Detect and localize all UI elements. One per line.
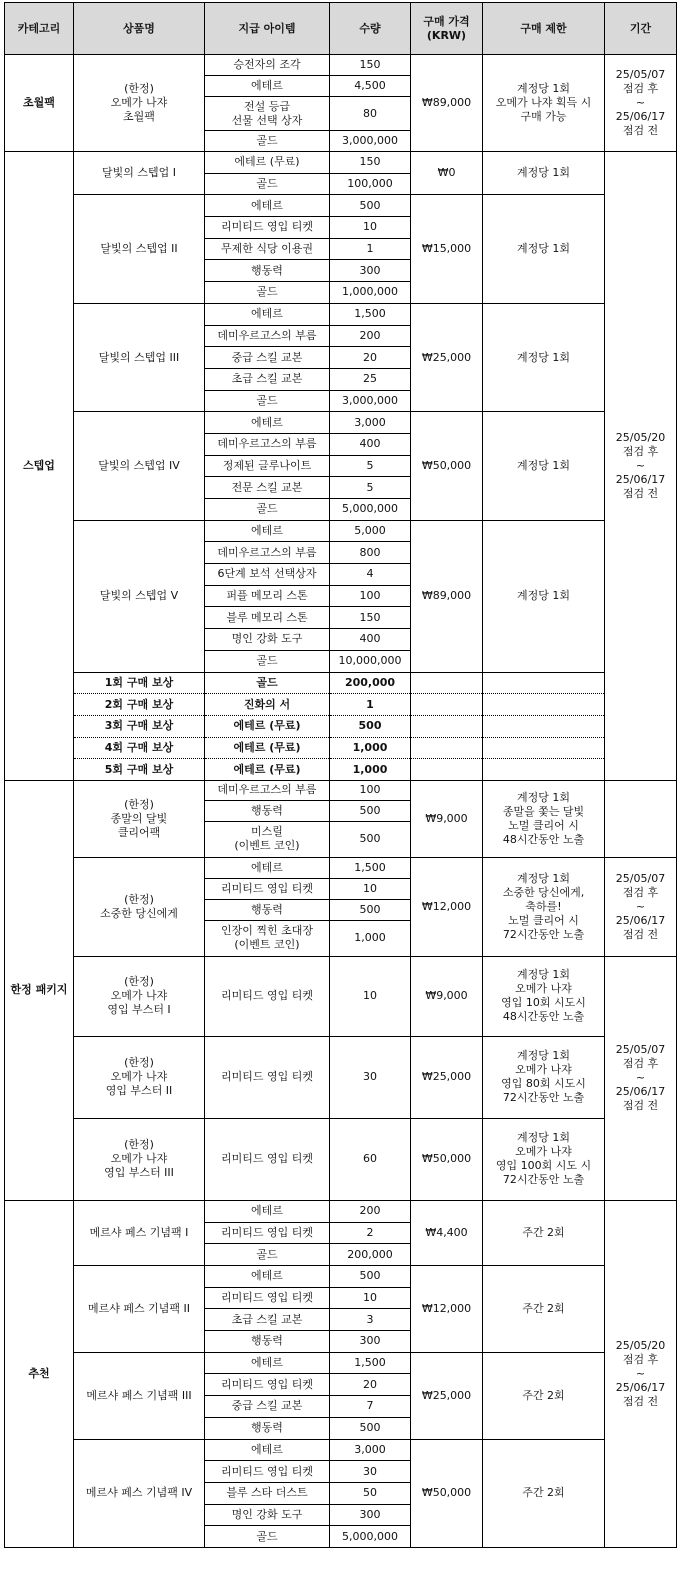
stepup-product-name: 달빛의 스텝업 V: [74, 520, 205, 672]
limited-pack-item-qty: 10: [330, 956, 411, 1036]
table-row: [5, 759, 677, 781]
limited-pack-item-name: 미스릴 (이벤트 코인): [205, 821, 330, 857]
stepup-item-name: 골드: [205, 499, 330, 521]
table-row: [5, 1352, 677, 1374]
stepup-item-name: 골드: [205, 390, 330, 412]
recommend-pack-item-qty: 30: [330, 1461, 411, 1483]
stepup-item-qty: 400: [330, 629, 411, 651]
stepup-item-qty: 3,000: [330, 412, 411, 434]
limited-pack-item-name: 리미티드 영입 티켓: [205, 956, 330, 1036]
table-row: [5, 1439, 677, 1461]
table-row: [5, 1266, 677, 1288]
limited-pack-limit: 계정당 1회 소중한 당신에게, 축하를! 노멀 클리어 시 72시간동안 노출: [483, 857, 605, 956]
recommend-pack-item-name: 중급 스킬 교본: [205, 1396, 330, 1418]
limited-pack-price: ₩25,000: [411, 1036, 483, 1118]
stepup-item-name: 데미우르고스의 부름: [205, 542, 330, 564]
stepup-product-name: 달빛의 스텝업 IV: [74, 412, 205, 520]
limited-pack-item-qty: 500: [330, 800, 411, 821]
super-pack-item-qty: 150: [330, 55, 411, 76]
category-cell: 추천: [5, 1200, 74, 1547]
table-header: [5, 3, 677, 55]
recommend-pack-item-name: 골드: [205, 1526, 330, 1548]
stepup-product-name: 달빛의 스텝업 I: [74, 152, 205, 195]
stepup-item-name: 골드: [205, 282, 330, 304]
recommend-pack-item-name: 블루 스타 더스트: [205, 1482, 330, 1504]
table-body: [5, 55, 677, 1548]
reward-limit-empty: [483, 672, 605, 694]
table-row: [5, 195, 677, 217]
header-price: 구매 가격 (KRW): [411, 3, 483, 55]
table-row: [5, 1036, 677, 1118]
reward-item-qty: 200,000: [330, 672, 411, 694]
stepup-item-name: 정제된 글루나이트: [205, 455, 330, 477]
stepup-item-name: 명인 강화 도구: [205, 629, 330, 651]
stepup-limit: 계정당 1회: [483, 412, 605, 520]
stepup-item-name: 리미티드 영입 티켓: [205, 217, 330, 239]
recommend-pack-item-name: 행동력: [205, 1417, 330, 1439]
recommend-pack-item-name: 에테르: [205, 1200, 330, 1222]
reward-limit-empty: [483, 715, 605, 737]
table-row: [5, 520, 677, 542]
recommend-pack-item-name: 리미티드 영입 티켓: [205, 1222, 330, 1244]
stepup-item-name: 데미우르고스의 부름: [205, 433, 330, 455]
recommend-pack-item-name: 에테르: [205, 1352, 330, 1374]
limited-pack-price: ₩9,000: [411, 780, 483, 857]
reward-limit-empty: [483, 759, 605, 781]
limited-pack-product-name: (한정) 소중한 당신에게: [74, 857, 205, 956]
recommend-pack-limit: 주간 2회: [483, 1200, 605, 1265]
reward-name: 3회 구매 보상: [74, 715, 205, 737]
table-row: [5, 956, 677, 1036]
limited-pack-limit: 계정당 1회 오메가 나쟈 영입 10회 시도시 48시간동안 노출: [483, 956, 605, 1036]
limited-pack-item-qty: 1,500: [330, 857, 411, 878]
stepup-item-name: 무제한 식당 이용권: [205, 238, 330, 260]
recommend-pack-item-qty: 7: [330, 1396, 411, 1418]
header-items: 지급 아이템: [205, 3, 330, 55]
recommend-pack-item-qty: 10: [330, 1287, 411, 1309]
stepup-item-name: 초급 스킬 교본: [205, 368, 330, 390]
table-row: [5, 412, 677, 434]
period-cell: 25/05/20 점검 후 ~ 25/06/17 점검 전: [605, 1200, 677, 1547]
period-cell: 25/05/07 점검 후 ~ 25/06/17 점검 전: [605, 956, 677, 1200]
stepup-item-qty: 5: [330, 477, 411, 499]
recommend-pack-item-name: 골드: [205, 1244, 330, 1266]
limited-pack-price: ₩50,000: [411, 1118, 483, 1200]
recommend-pack-price: ₩12,000: [411, 1266, 483, 1353]
reward-item-qty: 500: [330, 715, 411, 737]
recommend-pack-item-qty: 3,000: [330, 1439, 411, 1461]
stepup-item-name: 전문 스킬 교본: [205, 477, 330, 499]
reward-name: 2회 구매 보상: [74, 694, 205, 716]
reward-item-name: 진화의 서: [205, 694, 330, 716]
recommend-pack-item-qty: 500: [330, 1417, 411, 1439]
reward-limit-empty: [483, 694, 605, 716]
stepup-item-qty: 800: [330, 542, 411, 564]
stepup-item-name: 에테르: [205, 303, 330, 325]
reward-item-name: 골드: [205, 672, 330, 694]
header-period: 기간: [605, 3, 677, 55]
package-table: [4, 2, 677, 1548]
limited-pack-limit: 계정당 1회 오메가 나쟈 영입 80회 시도시 72시간동안 노출: [483, 1036, 605, 1118]
stepup-price: ₩50,000: [411, 412, 483, 520]
reward-item-name: 에테르 (무료): [205, 759, 330, 781]
limited-pack-price: ₩9,000: [411, 956, 483, 1036]
header-quantity: 수량: [330, 3, 411, 55]
table-row: [5, 1200, 677, 1222]
recommend-pack-item-name: 행동력: [205, 1331, 330, 1353]
super-pack-item-name: 승전자의 조각: [205, 55, 330, 76]
stepup-item-name: 퍼플 메모리 스톤: [205, 585, 330, 607]
stepup-item-qty: 1,500: [330, 303, 411, 325]
stepup-price: ₩89,000: [411, 520, 483, 672]
stepup-item-qty: 4: [330, 564, 411, 586]
limited-pack-item-qty: 500: [330, 899, 411, 920]
stepup-item-name: 행동력: [205, 260, 330, 282]
stepup-product-name: 달빛의 스텝업 II: [74, 195, 205, 303]
super-pack-limit: 계정당 1회 오메가 나쟈 획득 시 구매 가능: [483, 55, 605, 152]
limited-pack-item-name: 행동력: [205, 800, 330, 821]
stepup-price: ₩25,000: [411, 303, 483, 411]
stepup-item-qty: 20: [330, 347, 411, 369]
limited-pack-item-name: 리미티드 영입 티켓: [205, 1118, 330, 1200]
period-cell: 25/05/07 점검 후 ~ 25/06/17 점검 전: [605, 55, 677, 152]
stepup-item-qty: 1: [330, 238, 411, 260]
recommend-pack-product-name: 메르샤 페스 기념팩 I: [74, 1200, 205, 1265]
table-row: [5, 152, 677, 174]
recommend-pack-item-name: 리미티드 영입 티켓: [205, 1374, 330, 1396]
recommend-pack-item-qty: 500: [330, 1266, 411, 1288]
category-cell: 스텝업: [5, 152, 74, 781]
recommend-pack-item-qty: 20: [330, 1374, 411, 1396]
limited-pack-item-name: 에테르: [205, 857, 330, 878]
table-row: [5, 715, 677, 737]
limited-pack-product-name: (한정) 종말의 달빛 클리어팩: [74, 780, 205, 857]
limited-pack-limit: 계정당 1회 종말을 쫓는 달빛 노멀 클리어 시 48시간동안 노출: [483, 780, 605, 857]
stepup-price: ₩0: [411, 152, 483, 195]
stepup-item-qty: 1,000,000: [330, 282, 411, 304]
limited-pack-item-qty: 60: [330, 1118, 411, 1200]
stepup-price: ₩15,000: [411, 195, 483, 303]
reward-price-empty: [411, 694, 483, 716]
limited-pack-limit: 계정당 1회 오메가 나쟈 영입 100회 시도 시 72시간동안 노출: [483, 1118, 605, 1200]
super-pack-item-qty: 3,000,000: [330, 131, 411, 152]
stepup-item-name: 중급 스킬 교본: [205, 347, 330, 369]
stepup-item-qty: 10,000,000: [330, 650, 411, 672]
recommend-pack-item-qty: 5,000,000: [330, 1526, 411, 1548]
reward-item-name: 에테르 (무료): [205, 737, 330, 759]
limited-pack-item-name: 리미티드 영입 티켓: [205, 878, 330, 899]
stepup-product-name: 달빛의 스텝업 III: [74, 303, 205, 411]
stepup-item-name: 에테르: [205, 195, 330, 217]
super-pack-item-qty: 80: [330, 97, 411, 131]
limited-pack-item-name: 행동력: [205, 899, 330, 920]
reward-item-qty: 1,000: [330, 759, 411, 781]
stepup-item-name: 블루 메모리 스톤: [205, 607, 330, 629]
recommend-pack-item-qty: 2: [330, 1222, 411, 1244]
stepup-item-qty: 10: [330, 217, 411, 239]
stepup-item-name: 6단계 보석 선택상자: [205, 564, 330, 586]
reward-price-empty: [411, 737, 483, 759]
stepup-limit: 계정당 1회: [483, 195, 605, 303]
stepup-item-name: 에테르: [205, 412, 330, 434]
table-row: [5, 672, 677, 694]
reward-item-name: 에테르 (무료): [205, 715, 330, 737]
recommend-pack-product-name: 메르샤 페스 기념팩 II: [74, 1266, 205, 1353]
header-limit: 구매 제한: [483, 3, 605, 55]
recommend-pack-item-qty: 200,000: [330, 1244, 411, 1266]
recommend-pack-item-qty: 1,500: [330, 1352, 411, 1374]
stepup-item-qty: 5,000,000: [330, 499, 411, 521]
reward-name: 5회 구매 보상: [74, 759, 205, 781]
recommend-pack-item-name: 명인 강화 도구: [205, 1504, 330, 1526]
table-row: [5, 857, 677, 878]
super-pack-item-name: 전설 등급 선물 선택 상자: [205, 97, 330, 131]
recommend-pack-item-name: 리미티드 영입 티켓: [205, 1287, 330, 1309]
header-product-name: 상품명: [74, 3, 205, 55]
limited-pack-item-qty: 30: [330, 1036, 411, 1118]
recommend-pack-limit: 주간 2회: [483, 1439, 605, 1547]
limited-pack-item-qty: 500: [330, 821, 411, 857]
stepup-item-name: 에테르: [205, 520, 330, 542]
stepup-limit: 계정당 1회: [483, 520, 605, 672]
period-cell: 25/05/20 점검 후 ~ 25/06/17 점검 전: [605, 152, 677, 781]
limited-pack-product-name: (한정) 오메가 나쟈 영입 부스터 II: [74, 1036, 205, 1118]
limited-pack-product-name: (한정) 오메가 나쟈 영입 부스터 I: [74, 956, 205, 1036]
table-row: [5, 55, 677, 76]
stepup-item-qty: 300: [330, 260, 411, 282]
super-pack-item-name: 골드: [205, 131, 330, 152]
super-pack-item-qty: 4,500: [330, 76, 411, 97]
stepup-item-qty: 5: [330, 455, 411, 477]
stepup-item-qty: 400: [330, 433, 411, 455]
reward-item-qty: 1,000: [330, 737, 411, 759]
reward-limit-empty: [483, 737, 605, 759]
recommend-pack-item-qty: 300: [330, 1331, 411, 1353]
recommend-pack-limit: 주간 2회: [483, 1352, 605, 1439]
reward-item-qty: 1: [330, 694, 411, 716]
stepup-item-qty: 5,000: [330, 520, 411, 542]
recommend-pack-product-name: 메르샤 페스 기념팩 III: [74, 1352, 205, 1439]
period-cell: [605, 780, 677, 857]
reward-name: 1회 구매 보상: [74, 672, 205, 694]
limited-pack-item-name: 리미티드 영입 티켓: [205, 1036, 330, 1118]
table-row: [5, 1118, 677, 1200]
table-row: [5, 780, 677, 800]
category-cell: 초월팩: [5, 55, 74, 152]
stepup-limit: 계정당 1회: [483, 303, 605, 411]
super-pack-item-name: 에테르: [205, 76, 330, 97]
limited-pack-item-qty: 10: [330, 878, 411, 899]
limited-pack-item-name: 데미우르고스의 부름: [205, 780, 330, 800]
reward-price-empty: [411, 715, 483, 737]
reward-price-empty: [411, 672, 483, 694]
recommend-pack-item-qty: 50: [330, 1482, 411, 1504]
stepup-item-name: 골드: [205, 173, 330, 195]
stepup-item-qty: 100: [330, 585, 411, 607]
recommend-pack-item-qty: 300: [330, 1504, 411, 1526]
header-category: 카테고리: [5, 3, 74, 55]
super-pack-price: ₩89,000: [411, 55, 483, 152]
recommend-pack-item-name: 리미티드 영입 티켓: [205, 1461, 330, 1483]
table-row: [5, 737, 677, 759]
stepup-item-qty: 25: [330, 368, 411, 390]
recommend-pack-price: ₩4,400: [411, 1200, 483, 1265]
stepup-item-qty: 100,000: [330, 173, 411, 195]
recommend-pack-item-name: 초급 스킬 교본: [205, 1309, 330, 1331]
stepup-item-name: 데미우르고스의 부름: [205, 325, 330, 347]
table-row: [5, 694, 677, 716]
stepup-item-name: 골드: [205, 650, 330, 672]
period-cell: 25/05/07 점검 후 ~ 25/06/17 점검 전: [605, 857, 677, 956]
stepup-item-qty: 150: [330, 607, 411, 629]
limited-pack-price: ₩12,000: [411, 857, 483, 956]
recommend-pack-item-qty: 3: [330, 1309, 411, 1331]
stepup-item-qty: 150: [330, 152, 411, 174]
super-pack-product-name: (한정) 오메가 나쟈 초월팩: [74, 55, 205, 152]
recommend-pack-item-name: 에테르: [205, 1266, 330, 1288]
recommend-pack-price: ₩25,000: [411, 1352, 483, 1439]
recommend-pack-product-name: 메르샤 페스 기념팩 IV: [74, 1439, 205, 1547]
recommend-pack-item-qty: 200: [330, 1200, 411, 1222]
stepup-item-qty: 500: [330, 195, 411, 217]
limited-pack-item-name: 인장이 찍힌 초대장 (이벤트 코인): [205, 920, 330, 956]
stepup-limit: 계정당 1회: [483, 152, 605, 195]
reward-name: 4회 구매 보상: [74, 737, 205, 759]
stepup-item-qty: 200: [330, 325, 411, 347]
table-row: [5, 303, 677, 325]
stepup-item-name: 에테르 (무료): [205, 152, 330, 174]
recommend-pack-item-name: 에테르: [205, 1439, 330, 1461]
limited-pack-product-name: (한정) 오메가 나쟈 영입 부스터 III: [74, 1118, 205, 1200]
limited-pack-item-qty: 100: [330, 780, 411, 800]
reward-price-empty: [411, 759, 483, 781]
recommend-pack-limit: 주간 2회: [483, 1266, 605, 1353]
stepup-item-qty: 3,000,000: [330, 390, 411, 412]
category-cell: 한정 패키지: [5, 780, 74, 1200]
recommend-pack-price: ₩50,000: [411, 1439, 483, 1547]
limited-pack-item-qty: 1,000: [330, 920, 411, 956]
